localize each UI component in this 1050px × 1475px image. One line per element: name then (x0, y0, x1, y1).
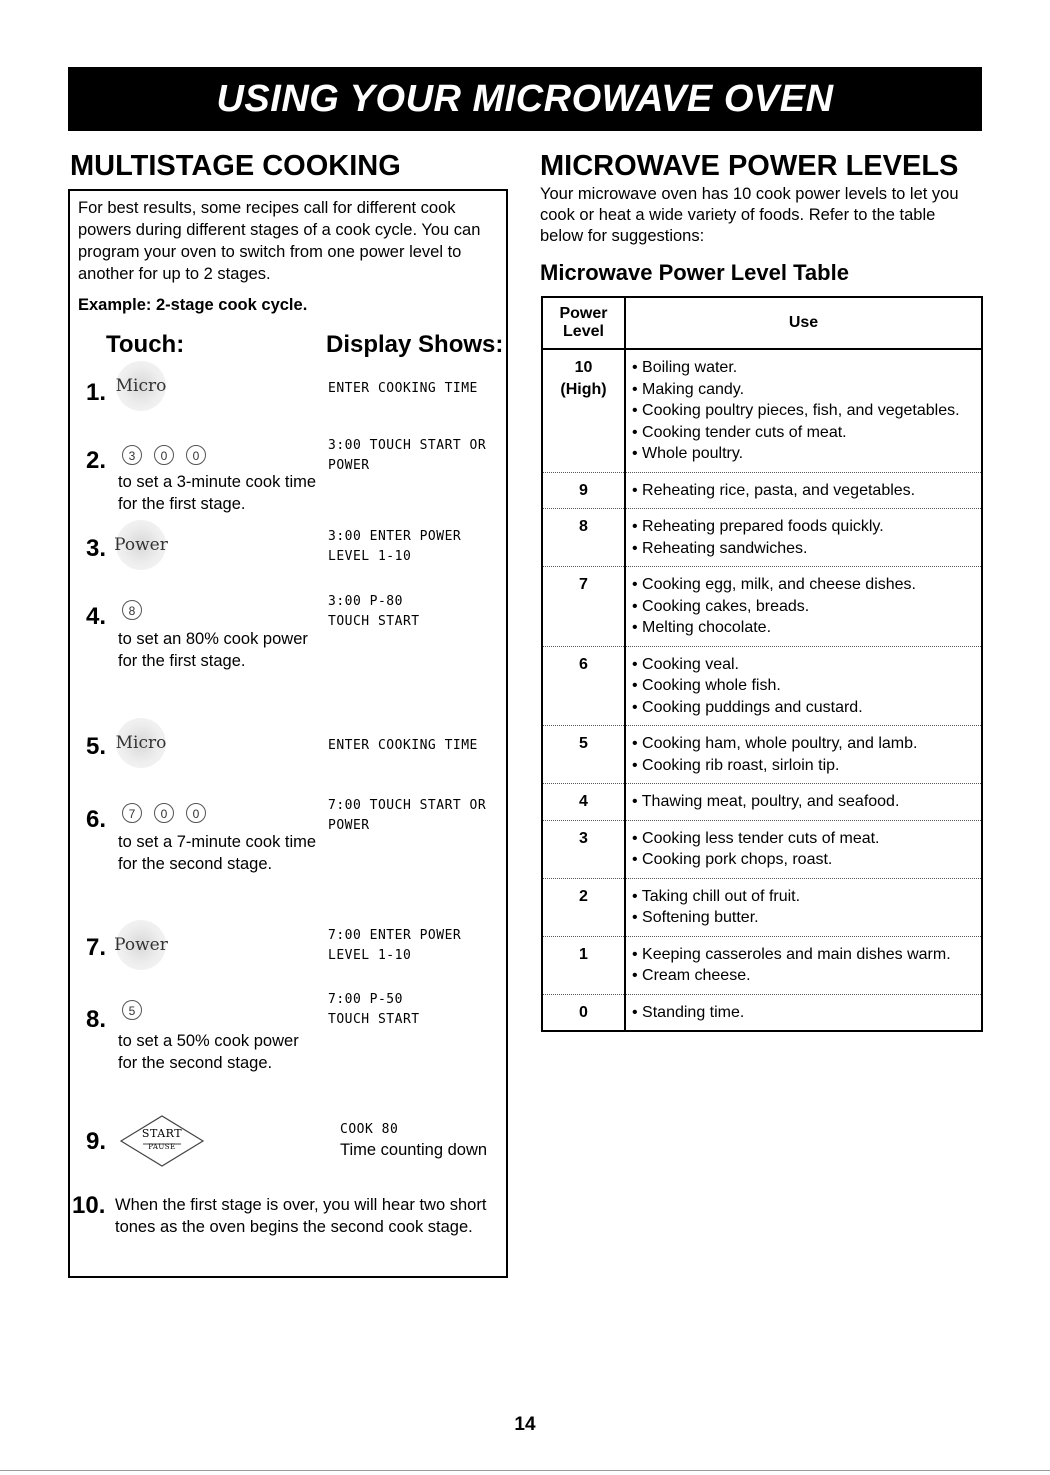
header-power-level: Power Level (542, 297, 625, 349)
micro-pad-label: Micro (115, 376, 167, 396)
step-number: 5. (86, 733, 107, 760)
table-row (542, 646, 982, 726)
power-level-cell (542, 936, 625, 994)
power-level-cell (542, 349, 625, 472)
power-levels-heading: MICROWAVE POWER LEVELS (540, 150, 959, 182)
page-number: 14 (514, 1414, 536, 1435)
step-number: 10. (72, 1192, 106, 1219)
use-cell (625, 936, 982, 994)
use-cell (625, 726, 982, 784)
power-level-cell (542, 784, 625, 821)
multistage-intro: For best results, some recipes call for different cook powers during different stages of a cook cycle. You can program your oven to switch from one power level to another for up to 2 stages. (78, 199, 481, 283)
table-row (542, 878, 982, 936)
power-levels-intro: Your microwave oven has 10 cook power levels to let you cook or heat a wide variety of foods. Refer to the table below for suggestions: (540, 185, 959, 245)
display-readout: 3:00 P-80 TOUCH START (328, 594, 420, 629)
table-row (542, 349, 982, 472)
power-level-value: 8 (579, 518, 588, 535)
power-level-value: 6 (579, 655, 588, 673)
footer-rule (0, 1470, 1050, 1471)
step-description: to set a 3-minute cook time for the first stage. (118, 473, 317, 513)
number-key-icon: 0 (154, 803, 174, 823)
step-number: 9. (86, 1128, 107, 1155)
use-item: • Melting chocolate. (632, 617, 981, 639)
number-key-icon: 0 (186, 445, 206, 465)
number-key-icon: 5 (122, 1000, 142, 1020)
example-label: Example: 2-stage cook cycle. (78, 296, 308, 314)
power-pad-icon (116, 920, 166, 970)
micro-pad-label: Micro (115, 733, 167, 753)
use-item: • Keeping casseroles and main dishes warm. (632, 944, 981, 966)
use-item: • Cooking ham, whole poultry, and lamb. (632, 733, 981, 755)
step-number: 6. (86, 806, 107, 833)
pause-label: PAUSE (148, 1143, 176, 1151)
use-cell (625, 472, 982, 509)
table-row (542, 936, 982, 994)
power-level-value: 0 (579, 1003, 588, 1021)
number-key-icon: 3 (122, 445, 142, 465)
power-level-value: 1 (579, 945, 588, 963)
micro-pad-icon (116, 361, 166, 411)
power-level-value: 9 (579, 481, 588, 499)
table-row (542, 472, 982, 509)
step-description: to set a 7-minute cook time for the second stage. (118, 833, 317, 873)
step-number: 8. (86, 1006, 107, 1033)
display-readout: 7:00 TOUCH START OR POWER (328, 798, 487, 833)
table-row (542, 784, 982, 821)
header-use: Use (625, 297, 982, 349)
power-level-value: 5 (579, 735, 588, 752)
start-pause-outline (117, 1114, 207, 1168)
use-item: • Reheating prepared foods quickly. (632, 516, 981, 538)
step-number: 7. (86, 934, 107, 961)
use-item: • Whole poultry. (632, 443, 981, 465)
display-readout: 7:00 ENTER POWER LEVEL 1-10 (328, 928, 462, 963)
power-level-value: 3 (579, 829, 588, 847)
table-row (542, 509, 982, 567)
display-readout: 3:00 ENTER POWER LEVEL 1-10 (328, 529, 462, 564)
power-pad-icon (116, 520, 166, 570)
power-level-cell (542, 994, 625, 1031)
use-item: • Softening butter. (632, 907, 981, 929)
display-column-header: Display Shows: (326, 331, 504, 358)
use-cell (625, 567, 982, 647)
power-level-table (541, 296, 983, 1032)
display-readout: 7:00 P-50 TOUCH START (328, 992, 420, 1027)
use-item: • Cooking veal. (632, 654, 981, 676)
use-item: • Cooking cakes, breads. (632, 596, 981, 618)
power-level-sub: (High) (560, 380, 607, 398)
use-item: • Cooking poultry pieces, fish, and vegetables. (632, 400, 981, 422)
power-pad-label: Power (114, 935, 168, 955)
number-key-icon: 0 (186, 803, 206, 823)
use-item: • Cooking rib roast, sirloin tip. (632, 755, 981, 777)
step-description: to set a 50% cook power for the second stage. (118, 1032, 299, 1072)
use-cell (625, 784, 982, 821)
table-row (542, 726, 982, 784)
power-level-value: 7 (579, 576, 588, 593)
number-key-icon: 8 (122, 600, 142, 620)
touch-column-header: Touch: (106, 331, 185, 358)
table-row (542, 567, 982, 647)
use-item: • Cooking less tender cuts of meat. (632, 828, 981, 850)
display-readout: 3:00 TOUCH START OR POWER (328, 438, 487, 473)
display-note: Time counting down (340, 1141, 488, 1159)
power-level-cell (542, 820, 625, 878)
power-table-heading: Microwave Power Level Table (540, 260, 849, 285)
use-cell (625, 878, 982, 936)
use-item: • Cooking egg, milk, and cheese dishes. (632, 574, 981, 596)
use-cell (625, 349, 982, 472)
use-item: • Taking chill out of fruit. (632, 886, 981, 908)
use-cell (625, 994, 982, 1031)
table-row (542, 820, 982, 878)
use-item: • Standing time. (632, 1002, 981, 1024)
display-readout: ENTER COOKING TIME (328, 738, 478, 753)
step-number: 4. (86, 603, 107, 630)
display-readout: ENTER COOKING TIME (328, 381, 478, 396)
multistage-heading: MULTISTAGE COOKING (70, 150, 401, 182)
use-item: • Thawing meat, poultry, and seafood. (632, 791, 981, 813)
power-level-value: 2 (579, 887, 588, 905)
step-number: 3. (86, 535, 107, 562)
power-level-cell (542, 509, 625, 567)
use-cell (625, 646, 982, 726)
use-cell (625, 820, 982, 878)
use-item: • Cooking tender cuts of meat. (632, 422, 981, 444)
power-level-cell (542, 472, 625, 509)
use-item: • Cooking whole fish. (632, 675, 981, 697)
power-pad-label: Power (114, 535, 168, 555)
step-description: to set an 80% cook power for the first stage. (118, 630, 308, 670)
use-item: • Making candy. (632, 379, 981, 401)
power-level-value: 4 (579, 793, 588, 810)
power-level-cell (542, 878, 625, 936)
display-readout: COOK 80 (340, 1122, 399, 1137)
power-level-cell (542, 567, 625, 647)
power-level-cell (542, 726, 625, 784)
power-level-cell (542, 646, 625, 726)
start-label: START (141, 1127, 183, 1140)
number-key-icon: 7 (122, 803, 142, 823)
number-key-icon: 0 (154, 445, 174, 465)
use-item: • Boiling water. (632, 357, 981, 379)
table-row (542, 994, 982, 1031)
use-item: • Cooking puddings and custard. (632, 697, 981, 719)
step-number: 1. (86, 379, 107, 406)
micro-pad-icon (116, 718, 166, 768)
step-description: When the first stage is over, you will hear two short tones as the oven begins the second cook stage. (115, 1196, 487, 1236)
use-item: • Reheating rice, pasta, and vegetables. (632, 480, 981, 502)
step-number: 2. (86, 447, 107, 474)
use-item: • Cooking pork chops, roast. (632, 849, 981, 871)
page-banner: USING YOUR MICROWAVE OVEN (68, 67, 982, 131)
use-item: • Reheating sandwiches. (632, 538, 981, 560)
power-level-value: 10 (574, 359, 593, 376)
use-cell (625, 509, 982, 567)
use-item: • Cream cheese. (632, 965, 981, 987)
start-pause-icon (117, 1114, 207, 1168)
table-header-row (542, 297, 982, 349)
